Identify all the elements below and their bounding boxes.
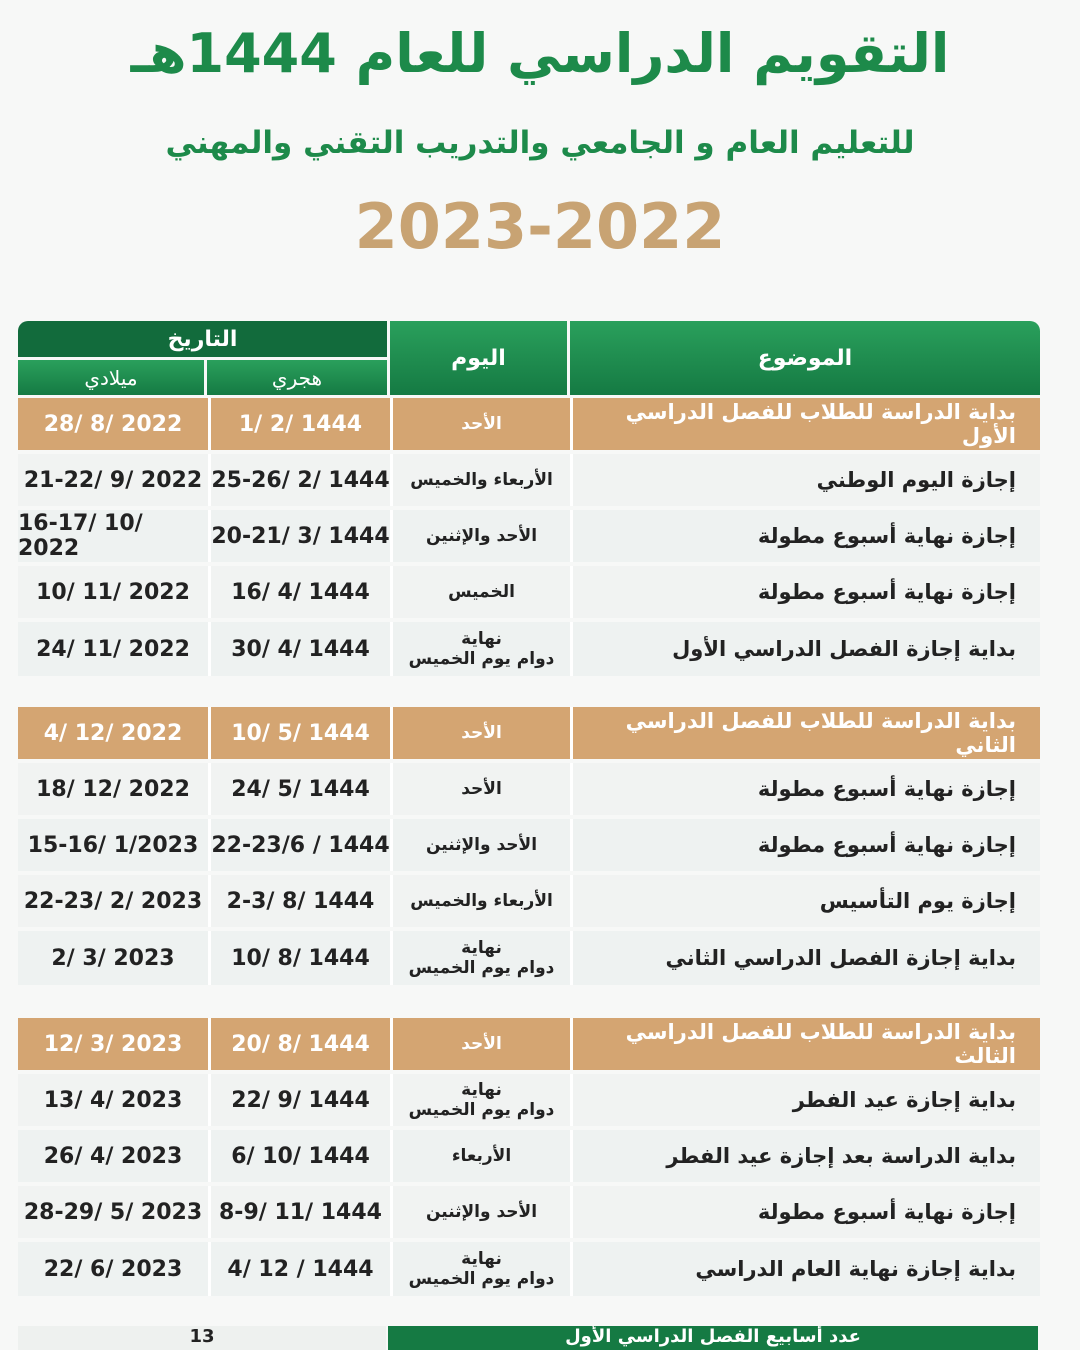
row-topic: بداية إجازة الفصل الدراسي الأول: [570, 622, 1040, 676]
header-topic: [570, 321, 1040, 395]
row-day-text: نهاية: [461, 938, 502, 958]
row-topic: إجازة نهاية أسبوع مطولة: [570, 763, 1040, 815]
row-topic: إجازة يوم التأسيس: [570, 875, 1040, 927]
row-topic: بداية الدراسة للطلاب للفصل الدراسي الثالث: [570, 1018, 1040, 1070]
row-day-text: نهاية: [461, 629, 502, 649]
header-date: [18, 321, 387, 357]
row-day-text-2: دوام يوم الخميس: [408, 649, 555, 669]
row-gregorian-date: 22/ 6/ 2023: [18, 1242, 208, 1296]
row-gregorian-date: 2/ 3/ 2023: [18, 931, 208, 985]
row-gregorian-date: 4/ 12/ 2022: [18, 707, 208, 759]
row-day: [390, 566, 570, 618]
row-topic: إجازة نهاية أسبوع مطولة: [570, 510, 1040, 562]
table-row: [18, 510, 1040, 562]
row-day-text: الأحد: [461, 779, 502, 799]
row-hijri-date: 30/ 4/ 1444: [208, 622, 390, 676]
weeks-count-label: عدد أسابيع الفصل الدراسي الأول: [388, 1326, 1038, 1350]
table-row: [18, 931, 1040, 985]
row-gregorian-date: 16-17/ 10/ 2022: [18, 510, 208, 562]
row-day: [390, 1242, 570, 1296]
row-hijri-date: 2-3/ 8/ 1444: [208, 875, 390, 927]
row-day: [390, 1074, 570, 1126]
row-hijri-date: 20/ 8/ 1444: [208, 1018, 390, 1070]
row-day: [390, 819, 570, 871]
row-day-text: الأحد والإثنين: [425, 526, 538, 546]
page-subtitle: للتعليم العام و الجامعي والتدريب التقني والمهني: [165, 125, 915, 161]
header-topic-label: الموضوع: [757, 345, 853, 371]
row-hijri-date: 1/ 2/ 1444: [208, 398, 390, 450]
row-day-text: نهاية: [461, 1249, 502, 1269]
row-gregorian-date: 12/ 3/ 2023: [18, 1018, 208, 1070]
row-day: [390, 454, 570, 506]
table-row: [18, 1242, 1040, 1296]
weeks-count-value: 13: [18, 1326, 386, 1350]
row-hijri-date: 20-21/ 3/ 1444: [208, 510, 390, 562]
row-topic: بداية الدراسة للطلاب للفصل الدراسي الأول: [570, 398, 1040, 450]
row-hijri-date: 16/ 4/ 1444: [208, 566, 390, 618]
semester-2-section: [18, 707, 1040, 985]
row-gregorian-date: 15-16/ 1/2023: [18, 819, 208, 871]
table-row: [18, 566, 1040, 618]
row-gregorian-date: 26/ 4/ 2023: [18, 1130, 208, 1182]
row-topic: إجازة نهاية أسبوع مطولة: [570, 566, 1040, 618]
row-day-text: الأحد: [461, 414, 502, 434]
row-day: [390, 622, 570, 676]
row-day: [390, 1130, 570, 1182]
row-hijri-date: 8-9/ 11/ 1444: [208, 1186, 390, 1238]
row-hijri-date: 6/ 10/ 1444: [208, 1130, 390, 1182]
row-day-text: الأحد والإثنين: [425, 1202, 538, 1222]
row-gregorian-date: 28/ 8/ 2022: [18, 398, 208, 450]
table-row: [18, 707, 1040, 759]
row-day-text: نهاية: [461, 1080, 502, 1100]
row-gregorian-date: 10/ 11/ 2022: [18, 566, 208, 618]
row-day-text: الأربعاء والخميس: [410, 470, 553, 490]
row-hijri-date: 22/ 9/ 1444: [208, 1074, 390, 1126]
table-row: [18, 819, 1040, 871]
row-hijri-date: 4/ 12 / 1444: [208, 1242, 390, 1296]
row-gregorian-date: 21-22/ 9/ 2022: [18, 454, 208, 506]
row-topic: بداية الدراسة للطلاب للفصل الدراسي الثاني: [570, 707, 1040, 759]
row-day-text: الأحد: [461, 723, 502, 743]
row-day: [390, 398, 570, 450]
row-topic: بداية إجازة نهاية العام الدراسي: [570, 1242, 1040, 1296]
header-gregorian-label: ميلادي: [84, 365, 138, 390]
row-day-text-2: دوام يوم الخميس: [408, 1100, 555, 1120]
academic-years: 2023-2022: [354, 190, 726, 263]
row-hijri-date: 25-26/ 2/ 1444: [208, 454, 390, 506]
page-title: التقويم الدراسي للعام 1444هـ: [130, 22, 950, 85]
row-day: [390, 875, 570, 927]
table-row: [18, 875, 1040, 927]
header-gregorian: [18, 360, 204, 395]
row-day: [390, 763, 570, 815]
semester-3-section: [18, 1018, 1040, 1296]
row-topic: بداية الدراسة بعد إجازة عيد الفطر: [570, 1130, 1040, 1182]
table-row: [18, 454, 1040, 506]
row-day: [390, 1186, 570, 1238]
row-gregorian-date: 28-29/ 5/ 2023: [18, 1186, 208, 1238]
row-day-text-2: دوام يوم الخميس: [408, 1269, 555, 1289]
row-day-text: الأربعاء: [451, 1146, 512, 1166]
table-row: [18, 1018, 1040, 1070]
table-header: [18, 321, 1040, 395]
header-hijri: [207, 360, 387, 395]
row-topic: إجازة نهاية أسبوع مطولة: [570, 1186, 1040, 1238]
row-hijri-date: 10/ 8/ 1444: [208, 931, 390, 985]
table-row: [18, 763, 1040, 815]
header-day-label: اليوم: [451, 345, 506, 371]
row-topic: إجازة نهاية أسبوع مطولة: [570, 819, 1040, 871]
row-topic: بداية إجازة عيد الفطر: [570, 1074, 1040, 1126]
row-hijri-date: 22-23/6 / 1444: [208, 819, 390, 871]
row-gregorian-date: 13/ 4/ 2023: [18, 1074, 208, 1126]
row-day-text: الأربعاء والخميس: [410, 891, 553, 911]
header-date-label: التاريخ: [167, 326, 238, 352]
header-day: [390, 321, 567, 395]
table-row: [18, 1074, 1040, 1126]
row-day-text-2: دوام يوم الخميس: [408, 958, 555, 978]
table-row: [18, 622, 1040, 676]
row-day-text: الأحد: [461, 1034, 502, 1054]
row-day: [390, 931, 570, 985]
table-row: [18, 398, 1040, 450]
row-topic: إجازة اليوم الوطني: [570, 454, 1040, 506]
row-day-text: الأحد والإثنين: [425, 835, 538, 855]
row-hijri-date: 10/ 5/ 1444: [208, 707, 390, 759]
row-day-text: الخميس: [448, 582, 515, 602]
semester-1-section: [18, 398, 1040, 676]
table-row: [18, 1186, 1040, 1238]
row-day: [390, 510, 570, 562]
row-hijri-date: 24/ 5/ 1444: [208, 763, 390, 815]
row-gregorian-date: 24/ 11/ 2022: [18, 622, 208, 676]
row-topic: بداية إجازة الفصل الدراسي الثاني: [570, 931, 1040, 985]
row-gregorian-date: 22-23/ 2/ 2023: [18, 875, 208, 927]
row-day: [390, 707, 570, 759]
row-gregorian-date: 18/ 12/ 2022: [18, 763, 208, 815]
row-day: [390, 1018, 570, 1070]
header-hijri-label: هجري: [271, 365, 323, 390]
table-row: [18, 1130, 1040, 1182]
